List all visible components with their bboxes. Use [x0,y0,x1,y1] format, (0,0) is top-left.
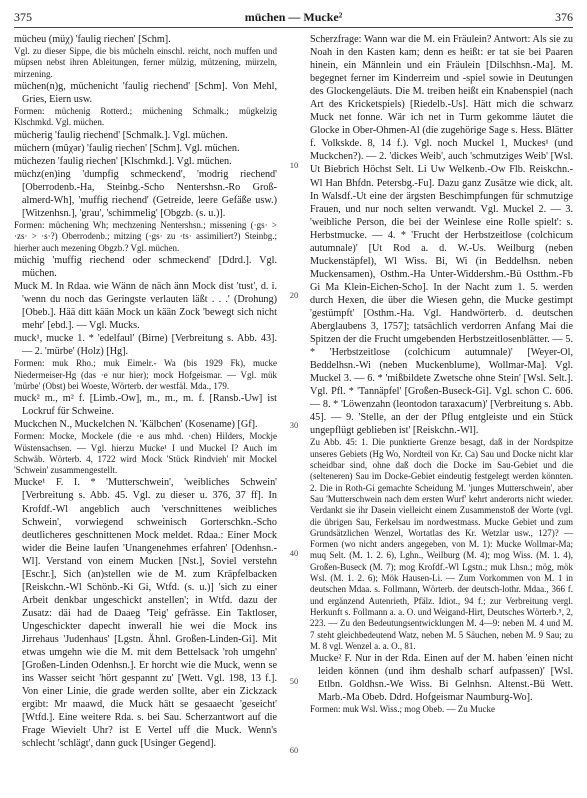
line-number: 50 [289,676,299,686]
entry-mucke2: Mucke² F. Nur in der Rda. Einen auf der M. haben 'einen nicht leiden können (und ihm deshalb scharf aufpassen)' [Wsl. Etlbn. Goldhsn.-We Wiss. Bi Gelnhsn. Altenst.-Bü Wett. Marb.-Ma Obeb. Ddrd. Hofgeismar Naumburg-Wo]. [310,653,573,704]
note-sippe: Vgl. zu dieser Sippe, die bis mücheln einschl. reicht, noch muffen und müpsen nebst ihren Ableitungen, ferner mülzig, mützening, mürzeln, mirzening. [14,46,277,79]
note-abb45: Zu Abb. 45: 1. Die punktierte Grenze besagt, daß in der Nordspitze unseres Gebiets (Hg Wo, Nordteil von Kr. Ca) Sau und Docke nicht klar scheidbar sind, ohne daß doch die Docke im Sau-Gebiet und die (selteneren) Sau im Docke-Gebiet eindeutig festgelegt werden könnten. 2. Die in Roth-Gi gemachte Scheidung M. 'junges Mutterschwein', aber Sau 'Mutterschwein nach dem ersten Wurf' kehrt anderorts nicht wieder. Verdankt sie ihr Dasein vielleicht einem Zusammenstoß der Worte (vgl. die übrigen Sau, Ferkelsau im nordwestmass. Mucke Gebiet und zum Grundsätzlichen Wenzel, Wortatlas des Kr. Wetzlar usw., 127)? — Formen (wo nicht anders angegeben, von M. 1): Mucke Wollmar-Ma; muq Selt. (M. 1. 2. 6), Lghn., Weilburg (M. 4); mog Wiss. (M. 1. 4), Großen-Buseck (M. 7); mog Krofdf.-Wl Lgstn.; muk Lhsn.; mög, mök Wsl. (M. 1. 2. 6); Mök Hausen-Li. — Zum Vorkommen von M. 1 in deutschen Mdaa. s. Follmann, Wörterb. der deutsch-lothr. Mdaa., 366 f. und ergänzend Autenrieth, Pfälz. Idiot., 94 f.; zur Verbreitung vergl. Herkunft s. Follmann a. a. O. und Weigand-Hirt, Deutsches Wörterb.⁵, 2, 223. — Zu den Bedeutungsentwicklungen M. 4—9: neben M. 4 und M. 7 steht gleichbedeutend Watz, neben M. 5 Säuchen, neben M. 9 Sau; zu M. 8 vgl. Wenzel a. a. O., 81. [310,437,573,651]
entry-mucke1-continued: Scherzfrage: Wann war die M. ein Fräulein? Antwort: Als sie zu Noah in den Kasten kam; denn es heißt: er tat sie bei Paaren hinein, ein Männlein und ein Fräulein [Dilschhsn.-Ma]. M. begegnet ferner im Kinderreim und -spiel sowie in Deutungen des Glockengeläuts. Die M. treiben heißt ein Knabenspiel (nach Art des Kricketspiels) [Riedelb.-Us]. Hätt mich die schwarz Muck net fonne. Wär ich net in Turm gekomme läutet die Glocke in Ober-Ohmen-Al (die zugehörige Sage s. Hess. Blätter f. Volkskde. 8, 14 f.). Vgl. noch Muckel 1, Muckes¹ (und Muckchen?). — 2. 'dickes Weib', auch 'schmutziges Weib' [Wsl. Ut Biebrich Höchst Selt. Li Uw Welkenb.-Ow Flb. Reiskchn.-Wl Han Bhfdn. Petersbg.-Fu]. Dazu ganz Zusätze wie dick, alt. In Walsdf.-Ut eine der ärgsten Beschimpfungen für schmutzige Frauen, und nur noch selten verwandt. Vgl. Muckel 2. — 3. 'weibliche Person, die bei der Weinlese eine Rolle spielt': s. Herbstmucke. — 4. * 'Frucht der Herbstzeitlose (colchicum autumnale)' [Ut Rod a. d. W.-Us. Weilburg (neben Muckenstäpfel), Wl Wiss. Bi, Wi (in Beddelhsn. neben Muckensamen), Osthm.-Ha Unter-Widdershm.-Bü Ostthm.-Fb Gi Ma Klein-Eichen-Scho]. In der Nacht zum 1. 5. werden durch Hexen, die über die Wiesen gehn, die Mucke gestimpt 'gestümpft' [Osthm.-Ha. Vgl. Handwörterb. d. deutschen Aberglaubens 3, 1757]; tatsächlich verdorren Anfang Mai die Spitzen der die Frucht umgebenden Herbstzeitlosenblätter. — 5. * 'Herbstzeitlose (colchicum autumnale)' [Weyer-Ol, Beddelhsn.-Wi (neben Muckenblume), Wollmar-Ma]. Vgl. Muckel 3. — 6. * 'mißbildete Zwetsche ohne Stein' [Wsl. Selt.]. Vgl. Pfl. * 'Tannäpfel' [Großen-Buseck-Gi]. Vgl. schon C. 606. — 8. * 'Löwenzahn (leontodon taraxacum)' [Verbreitung s. Abb. 45]. — 9. 'Stelle, an der der Pflug entgleiste und ein Stück ungepflügt geblieben ist' [Reiskchn.-Wl]. [310,34,573,437]
line-number: 20 [289,290,299,300]
entry-muck2: muck² m., m² f. [Limb.-Ow], m., m., m. f. [Ransb.-Uw] ist Lockruf für Schweine. [14,393,277,418]
line-number: 60 [289,745,299,755]
running-title: müchen — Mucke² [244,10,343,24]
line-number: 10 [289,160,299,170]
left-column [14,33,277,750]
line-number: 30 [289,420,299,430]
entry-muechig: müchig 'muffig riechend oder schmeckend' [Ddrd.]. Vgl. müchen. [14,254,277,279]
entry-muechzening: müchz(en)ing 'dumpfig schmeckend', 'modrig riechend' [Oberrodenb.-Ha, Steinbg.-Scho Nentershsn.-Ro Groß-almerd-Wh], 'muffig riechend' (Getreide, leere Gefäße usw.) [Witzenhsn.], 'grau', 'schimmelig' [Obgzb. (s. u.)]. [14,168,277,219]
entry-muck: Muck M. In Rdaa. wie Wänn de näch änn Mock dist 'tust', d. i. 'wenn du noch das Geringste verlauten läßt . . .' (Drohung) [Obeb.]. Hää ditt kään Mock un kään Zock 'bewegt sich nicht mehr' [ebd.]. — Vgl. Mucks. [14,280,277,332]
entry-muechenng: müchen(n)g, müchenicht 'faulig riechend' [Schm]. Von Mehl, Gries, Eiern usw. [14,80,277,105]
header-rule [14,27,573,28]
entry-muechern: müchern (mûχər) 'faulig riechen' [Schm]. Vgl. müchen. [14,142,240,154]
right-column [310,33,573,716]
entry-muck1: muck¹, mucke 1. * 'edelfaul' (Birne) [Verbreitung s. Abb. 43]. — 2. 'mürbe' (Holz) [Hg]. [14,333,277,358]
forms-muckchen: Formen: Mocke, Mockele (die ·e aus mhd. ·chen) Hilders, Mockje Wüstensachsen. — Vgl. hierzu Mucke¹ I und Muckel I? Auch im Schwäb. Wörterb. 4, 1722 wird Mock 'Stück Rindvieh' mit Mockel 'Schwein' zusammengestellt. [14,431,277,476]
entry-muechen: mücheu (müχ) 'faulig riechen' [Schm]. [14,34,171,45]
entry-muechezen: müchezen 'faulig riechen' [Klschmkd.]. Vgl. müchen. [14,155,232,167]
forms-mucke2: Formen: muk Wsl. Wiss.; mog Obeb. — Zu Mucke [310,704,496,715]
line-number: 40 [289,548,299,558]
forms-muechenng: Formen: müchenig Rotterd.; müchening Schmalk.; mügkelzig Klschmkd. Vgl. müchen. [14,106,277,128]
entry-muecherig: mücherig 'faulig riechend' [Schmalk.]. Vgl. müchen. [14,129,228,141]
entry-muckchen: Muckchen N., Muckelchen N. 'Kälbchen' (Kosename) [Gf]. [14,419,258,431]
page-number-right: 376 [555,10,573,24]
page-number-left: 375 [14,10,32,24]
entry-mucke1: Mucke¹ F. I. * 'Mutterschwein', 'weibliches Schwein' [Verbreitung s. Abb. 45. Vgl. zu dieser u. 376, 37 ff]. In Krofdf.-Wl angeblich auch 'verschnittenes weibliches Schwein', vorwiegend schweinisch Gorterschkn.-Scho deutlicheres geschnittenen Mock meldet. Rdaa.: Einer Mock wider die Beine laufen 'Unangenehmes erfahren' [Odenhsn.-Wl]. Verstand von einem Mucken [Nst.], Soviel verstehn [Eschr.], Sich (an)stellen wie de M. zum Kräpfelbacken [Reiskchn.-Wl Schönb.-Ki Gi, Wtfd. (s. u.)] 'sich zu einer Arbeit denkbar ungeschickt anstellen'; in Wtfd. dazu der Zusatz: däi had de Daaeg 'Teig' gefrässe. Ein Taktloser, Ungeschickter dapecht inwerall hie wei die Mock ins Jirrehaus 'Judenhaus' [Lgstn. Ähnl. Großen-Linden-Gi]. Mit etwas umgehn wie die M. mit dem Bettelsack 'roh umgehn' [Großen-Linden Odenhsn.]. Er horcht wie die Muck, wenn se ins Wasser seicht 'hört gespannt zu' [Wett. Vgl. 198, 13 f.]. Von einer Linie, die grade werden sollte, aber ein Zickzack ergibt: Mr maawd, die Muck hätt se gesaaecht 'geseicht' [Wtfd.]. Eine weitere Rda. s. bei Sau. Scherzantwort auf die Frage Wievielt Uhr? ist E Vertel uff die Muck. Wenn's schlecht 'schlägt', dann guck [Usinger Gegend]. [14,477,277,750]
forms-muechzening: Formen: müchening Wh; mechzening Nentershsn.; missening (·gs· > ·zs· > ·s·?) Oberrodenb.; mitzing (·gs· zu ·ts· assimiliert?) Steinbg.; hierher auch mezening Obgzb.? Vgl. müchen. [14,219,277,253]
page-header [14,10,573,28]
forms-muck1: Formen: muk Rho.; muk Eimelr.- Wa (bis 1929 Fk), mucke Niedermeiser-Hg (das ·e nur hier); mock Hofgeismar. — Vgl. mük 'mürbe' (Obst) bei Woeste, Wörterb. der westfäl. Mda., 179. [14,358,277,391]
